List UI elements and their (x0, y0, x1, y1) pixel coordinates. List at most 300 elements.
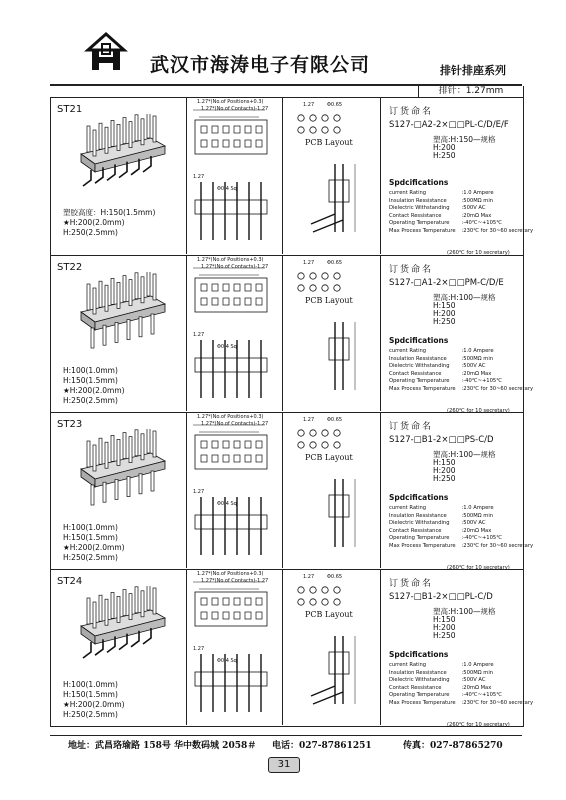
side-view-housing (195, 200, 267, 214)
product-id: ST23 (57, 419, 83, 430)
company-logo (82, 30, 130, 74)
spec-label: Operating Temperature (389, 692, 450, 699)
pcb-layout-drawing (289, 104, 377, 248)
order-info-cell (381, 413, 534, 571)
spec-label: current Rating (389, 662, 427, 668)
spec-value: :-40℃~+105℃ (461, 692, 503, 699)
housing-height: ★H:200(2.0mm) (63, 218, 125, 227)
pin-upper (111, 120, 114, 146)
contact-slot (245, 140, 251, 147)
order-info-cell (381, 98, 534, 256)
order-info-cell (381, 570, 534, 728)
contact-slot (245, 126, 251, 133)
spec-row (389, 205, 533, 213)
contacts-note: 1.27*(No.of Contacts)-1.27 (201, 578, 269, 584)
pcb-hole (322, 115, 328, 121)
order-option: H:150 (433, 615, 456, 624)
side-view-housing (195, 358, 267, 372)
pcb-hole (310, 127, 316, 133)
side-view-housing (195, 672, 267, 686)
pin-upper (117, 439, 120, 465)
spec-value: :1.0 Ampere (461, 662, 494, 668)
pin-upper (105, 442, 108, 468)
housing-height: H:100(1.0mm) (63, 680, 118, 689)
pin-upper (111, 435, 114, 461)
contact-slot (234, 126, 240, 133)
spec-label: Contact Ressistance (389, 684, 442, 691)
spec-row (389, 520, 533, 528)
pitch-dimension: 1.27 (193, 646, 205, 652)
housing-height: H:150(1.5mm) (63, 376, 118, 385)
pcb-hole (334, 599, 340, 605)
pin-upper (99, 438, 102, 464)
spec-heading: Spdcifications (389, 493, 449, 502)
pin-upper (117, 596, 120, 622)
pin-upper (99, 595, 102, 621)
pin-upper (111, 278, 114, 304)
spec-value: :500V AC (461, 520, 486, 527)
footer-phone: 电话：027-87861251 (272, 741, 372, 751)
spec-value: :500MΩ min (461, 355, 494, 362)
contacts-note: 1.27*(No.of Contacts)-1.27 (201, 264, 269, 270)
product-id: ST24 (57, 576, 83, 587)
pin-lower (139, 474, 142, 494)
contact-slot (234, 612, 240, 619)
pin-upper (87, 284, 90, 310)
pcb-hole (310, 285, 316, 291)
pcb-hole (322, 587, 328, 593)
spec-row (389, 386, 533, 394)
pcb-hole (334, 127, 340, 133)
contact-slot (256, 612, 262, 619)
pin-upper (135, 115, 138, 141)
contact-slot (256, 598, 262, 605)
spec-label: current Rating (389, 190, 427, 196)
spec-label: Operating Temperature (389, 535, 450, 542)
spec-value: :500V AC (461, 205, 486, 212)
pcb-layout-label: PCB Layout (305, 138, 353, 147)
spec-value: :500V AC (461, 677, 486, 684)
housing-height: H:150(1.5mm) (63, 533, 118, 542)
pin-upper (123, 590, 126, 616)
company-name: 武汉市海涛电子有限公司 (150, 54, 371, 76)
spec-value: :230℃ for 30~60 secretary (461, 542, 534, 549)
pcb-hole (322, 599, 328, 605)
part-number: S127-□A1-2×□□PM-C/D/E (389, 278, 504, 288)
contact-slot (223, 298, 229, 305)
pin-upper (105, 127, 108, 153)
spec-label: Contact Ressistance (389, 212, 442, 219)
spec-row (389, 348, 533, 356)
pcb-pitch-dimension: 1.27 (303, 417, 315, 423)
spec-table (389, 348, 533, 394)
pcb-hole (322, 127, 328, 133)
contact-slot (212, 126, 218, 133)
pcb-layout-drawing (289, 576, 377, 720)
pitch-dimension: 1.27 (193, 489, 205, 495)
contact-slot (212, 140, 218, 147)
connector-illustration (71, 272, 171, 362)
spec-row (389, 662, 533, 670)
spec-value: :20mΩ Max (461, 527, 492, 534)
pcb-layout-cell (283, 256, 381, 411)
pcb-hole (310, 587, 316, 593)
spec-row (389, 505, 533, 513)
pin-upper (147, 429, 150, 453)
contact-slot (234, 455, 240, 462)
contact-slot (245, 441, 251, 448)
pitch-label: 排针：1.27mm (418, 86, 524, 98)
pin-lower (151, 314, 154, 334)
product-row (51, 412, 534, 571)
contact-slot (223, 140, 229, 147)
order-option: H:200 (433, 466, 456, 475)
profile-bent-pin (311, 686, 335, 696)
spec-label: Dielectric Withstanding (389, 363, 450, 370)
spec-row (389, 535, 533, 543)
footer-address: 地址：武昌珞瑜路 158号 华中数码城 2058＃ (68, 741, 257, 751)
spec-row (389, 228, 533, 236)
hole-size-dimension: Φ0.65 (327, 260, 343, 266)
pin-upper (141, 119, 144, 145)
pin-lower (151, 471, 154, 491)
part-number: S127-□A2-2×□□PL-C/D/E/F (389, 120, 509, 130)
spec-value: :500MΩ min (461, 669, 494, 676)
pcb-layout-label: PCB Layout (305, 453, 353, 462)
spec-row (389, 685, 533, 693)
contact-slot (234, 598, 240, 605)
pcb-hole (298, 442, 304, 448)
product-catalog (50, 97, 534, 728)
part-number: S127-□B1-2×□□PS-C/D (389, 435, 494, 445)
pcb-hole (322, 430, 328, 436)
top-view-outline (195, 278, 267, 312)
pcb-hole (298, 587, 304, 593)
contact-slot (234, 298, 240, 305)
hole-size-dimension: Φ0.65 (327, 417, 343, 423)
spec-row (389, 700, 533, 708)
spec-value: :1.0 Ampere (461, 348, 494, 354)
pcb-layout-label: PCB Layout (305, 296, 353, 305)
pin-size-dimension: Φ0.4 Sq (217, 501, 237, 507)
contact-slot (212, 284, 218, 291)
top-view-outline (195, 120, 267, 154)
contact-slot (245, 612, 251, 619)
pin-lower (127, 477, 130, 497)
pin-upper (87, 126, 90, 152)
hole-size-dimension: Φ0.65 (327, 574, 343, 580)
pitch-dimension: 1.27 (193, 332, 205, 338)
spec-value: :20mΩ Max (461, 212, 492, 219)
pin-upper (141, 277, 144, 303)
housing-height: H:150(1.5mm) (63, 690, 118, 699)
order-option: H:200 (433, 143, 456, 152)
pin-upper (147, 272, 150, 296)
pin-upper (147, 114, 150, 138)
pcb-hole (298, 127, 304, 133)
spec-label: Max Process Temperature (389, 542, 456, 549)
pcb-hole (334, 285, 340, 291)
pin-lower (115, 479, 118, 499)
pcb-layout-cell (283, 570, 381, 725)
connector-illustration (71, 114, 171, 204)
pin-upper (93, 445, 96, 471)
product-id: ST22 (57, 262, 83, 273)
pcb-hole (310, 442, 316, 448)
pcb-hole (310, 273, 316, 279)
pin-upper (153, 274, 156, 300)
spec-value: :1.0 Ampere (461, 505, 494, 511)
dimension-drawing-cell (187, 256, 283, 411)
contact-slot (256, 126, 262, 133)
pcb-layout-drawing (289, 419, 377, 563)
pin-upper (117, 282, 120, 308)
pcb-hole (298, 430, 304, 436)
part-number: S127-□B1-2×□□PL-C/D (389, 592, 493, 602)
contact-slot (234, 140, 240, 147)
order-title: 订货命名 (389, 579, 434, 589)
product-image-cell (51, 570, 187, 725)
contact-slot (212, 455, 218, 462)
spec-label: current Rating (389, 505, 427, 511)
housing-height: H:250(2.5mm) (63, 710, 118, 719)
pin-upper (123, 276, 126, 302)
pin-upper (153, 116, 156, 142)
spec-label: Operating Temperature (389, 220, 450, 227)
connector-illustration (71, 429, 171, 519)
positions-note: 1.27*(No.of Positions+0.3) (197, 99, 264, 105)
pcb-hole (298, 285, 304, 291)
pcb-hole (310, 599, 316, 605)
contact-slot (234, 284, 240, 291)
pin-lower (103, 482, 106, 502)
pcb-layout-drawing (289, 262, 377, 406)
positions-note: 1.27*(No.of Positions+0.3) (197, 414, 264, 420)
series-title: 排针排座系列 (440, 64, 506, 77)
profile-housing (329, 338, 349, 360)
housing-height: 塑胶高度：H:150(1.5mm) (63, 208, 156, 217)
spec-row (389, 190, 533, 198)
contact-slot (212, 441, 218, 448)
pin-upper (135, 587, 138, 613)
pin-bent (83, 170, 91, 186)
order-option: H:200 (433, 309, 456, 318)
side-view-housing (195, 515, 267, 529)
contact-slot (256, 298, 262, 305)
spec-row (389, 198, 533, 206)
contact-slot (201, 455, 207, 462)
spec-heading: Spdcifications (389, 650, 449, 659)
spec-value: :1.0 Ampere (461, 190, 494, 196)
pin-lower (139, 317, 142, 337)
contacts-note: 1.27*(No.of Contacts)-1.27 (201, 421, 269, 427)
pin-size-dimension: Φ0.4 Sq (217, 344, 237, 350)
contact-slot (201, 441, 207, 448)
pin-upper (141, 591, 144, 617)
order-title: 订货命名 (389, 265, 434, 275)
pin-upper (99, 123, 102, 149)
contact-slot (256, 455, 262, 462)
pcb-hole (298, 115, 304, 121)
positions-note: 1.27*(No.of Positions+0.3) (197, 257, 264, 263)
contact-slot (245, 455, 251, 462)
product-row (51, 255, 534, 414)
spec-row (389, 378, 533, 386)
housing-height: ★H:200(2.0mm) (63, 543, 125, 552)
product-row (51, 98, 534, 256)
spec-label: Insulation Ressistance (389, 355, 447, 362)
contact-slot (212, 298, 218, 305)
spec-note: (260℃ for 10 secretary) (447, 722, 510, 728)
order-options (433, 294, 496, 326)
order-option: H:150 (433, 458, 456, 467)
spec-row (389, 213, 533, 221)
page-number: 31 (268, 757, 300, 773)
pin-upper (153, 431, 156, 457)
spec-row (389, 692, 533, 700)
spec-value: :500MΩ min (461, 197, 494, 204)
pin-upper (129, 594, 132, 620)
spec-label: Operating Temperature (389, 378, 450, 385)
housing-heights (63, 680, 125, 720)
pin-upper (147, 586, 150, 610)
pin-upper (105, 285, 108, 311)
pcb-hole (310, 115, 316, 121)
order-info-cell (381, 256, 534, 414)
spec-label: Contact Ressistance (389, 527, 442, 534)
housing-height: H:100(1.0mm) (63, 366, 118, 375)
pcb-pitch-dimension: 1.27 (303, 574, 315, 580)
contacts-note: 1.27*(No.of Contacts)-1.27 (201, 106, 269, 112)
housing-height: H:100(1.0mm) (63, 523, 118, 532)
pitch-dimension: 1.27 (193, 174, 205, 180)
pin-upper (123, 433, 126, 459)
contact-slot (212, 598, 218, 605)
contact-slot (223, 598, 229, 605)
order-option: H:250 (433, 151, 456, 160)
order-option: H:250 (433, 317, 456, 326)
profile-housing (329, 180, 349, 202)
contact-slot (256, 140, 262, 147)
housing-height: H:250(2.5mm) (63, 228, 118, 237)
spec-row (389, 543, 533, 551)
housing-heights (63, 366, 125, 406)
contact-slot (234, 441, 240, 448)
pcb-layout-label: PCB Layout (305, 610, 353, 619)
spec-table (389, 662, 533, 708)
spec-value: :230℃ for 30~60 secretary (461, 699, 534, 706)
contact-slot (212, 612, 218, 619)
footer-fax: 传真：027-87865270 (403, 741, 503, 751)
contact-slot (245, 284, 251, 291)
pin-bent (83, 642, 91, 658)
pin-upper (117, 124, 120, 150)
positions-note: 1.27*(No.of Positions+0.3) (197, 571, 264, 577)
spec-row (389, 513, 533, 521)
product-row (51, 569, 534, 728)
pcb-hole (310, 430, 316, 436)
pcb-hole (334, 273, 340, 279)
dimension-drawing-cell (187, 98, 283, 254)
pin-upper (93, 288, 96, 314)
order-option: H:200 (433, 623, 456, 632)
pcb-hole (322, 442, 328, 448)
pin-upper (93, 130, 96, 156)
order-option: 塑高:H:150—规格 (433, 135, 496, 144)
pcb-layout-cell (283, 413, 381, 568)
spec-note: (260℃ for 10 secretary) (447, 250, 510, 256)
connector-illustration (71, 586, 171, 676)
spec-label: Insulation Ressistance (389, 197, 447, 204)
order-options (433, 136, 496, 160)
order-option: 塑高:H:100—规格 (433, 607, 496, 616)
contact-slot (256, 284, 262, 291)
spec-value: :-40℃~+105℃ (461, 535, 503, 542)
order-option: 塑高:H:100—规格 (433, 293, 496, 302)
pin-upper (129, 437, 132, 463)
spec-label: Dielectric Withstanding (389, 520, 450, 527)
spec-row (389, 356, 533, 364)
contact-slot (201, 140, 207, 147)
dimension-drawing (191, 104, 279, 248)
pin-upper (99, 281, 102, 307)
profile-bent-pin (311, 214, 335, 224)
footer-divider (50, 735, 522, 736)
order-option: H:150 (433, 301, 456, 310)
spec-row (389, 371, 533, 379)
pin-upper (93, 602, 96, 628)
spec-row (389, 363, 533, 371)
dimension-drawing (191, 576, 279, 720)
spec-value: :230℃ for 30~60 secretary (461, 385, 534, 392)
spec-value: :230℃ for 30~60 secretary (461, 227, 534, 234)
spec-value: :500V AC (461, 363, 486, 370)
spec-label: current Rating (389, 348, 427, 354)
pcb-hole (322, 273, 328, 279)
spec-label: Insulation Ressistance (389, 669, 447, 676)
top-view-outline (195, 435, 267, 469)
spec-label: Max Process Temperature (389, 699, 456, 706)
spec-label: Dielectric Withstanding (389, 205, 450, 212)
hole-size-dimension: Φ0.65 (327, 102, 343, 108)
pcb-pitch-dimension: 1.27 (303, 260, 315, 266)
spec-row (389, 220, 533, 228)
pcb-hole (334, 115, 340, 121)
housing-height: H:250(2.5mm) (63, 553, 118, 562)
spec-row (389, 528, 533, 536)
housing-heights (63, 208, 155, 238)
pin-lower (91, 485, 94, 505)
pin-size-dimension: Φ0.4 Sq (217, 186, 237, 192)
contact-slot (223, 441, 229, 448)
product-image-cell (51, 98, 187, 254)
contact-slot (245, 298, 251, 305)
contact-slot (223, 455, 229, 462)
spec-heading: Spdcifications (389, 336, 449, 345)
pin-upper (153, 588, 156, 614)
order-options (433, 451, 496, 483)
contact-slot (201, 126, 207, 133)
product-id: ST21 (57, 104, 83, 115)
order-option: 塑高:H:100—规格 (433, 450, 496, 459)
pcb-hole (334, 442, 340, 448)
contact-slot (201, 598, 207, 605)
spec-label: Dielectric Withstanding (389, 677, 450, 684)
spec-value: :20mΩ Max (461, 684, 492, 691)
pin-upper (123, 118, 126, 144)
pin-upper (105, 599, 108, 625)
contact-slot (201, 284, 207, 291)
